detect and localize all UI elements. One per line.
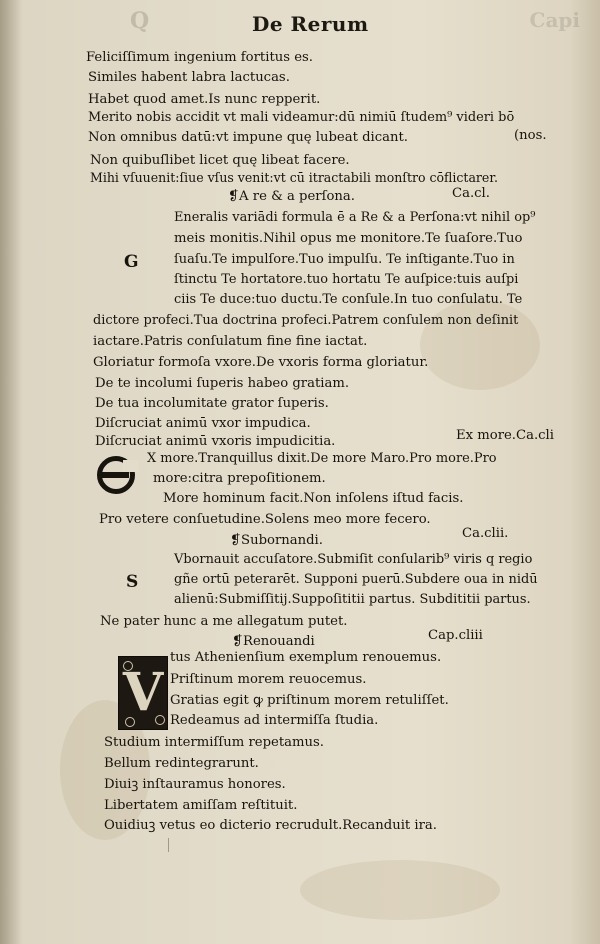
text-line: Bellum redintegrarunt. [104,756,259,771]
margin-note: (nos. [514,128,547,143]
text-line: Non omnibus datū:vt impune quę lubeat dicant. [88,130,408,145]
text-line: X more.Tranquillus dixit.De more Maro.Pro more.Pro [147,451,497,466]
text-line: Libertatem amiſſam reſtituit. [104,798,298,813]
text-line: Diſcruciat animū vxoris impudicitia. [95,434,336,449]
text-line: More hominum facit.Non inſolens iſtud facis. [163,491,464,506]
text-line: Eneralis variādi formula ē a Re & a Perſona:vt nihil op⁹ [174,210,536,225]
text-line: meis monitis.Nihil opus me monitore.Te ſuaſore.Tuo [174,231,523,246]
text-line: Pro vetere conſuetudine.Solens meo more fecero. [99,512,431,527]
text-line: ſtinctu Te hortatore.tuo hortatu Te auſpice:tuis auſpi [174,272,519,287]
initial-ornament [125,717,135,727]
text-line: dictore profeci.Tua doctrina profeci.Patrem conſulem non deſinit [93,313,519,328]
initial-ornament [155,715,165,725]
text-line: alienū:Submiſſitij.Suppoſititii partus. Subdititii partus. [174,592,531,607]
text-line: more:citra prepoſitionem. [153,471,326,486]
text-line: Ouidiuꝫ vetus eo dicterio recrudult.Recanduit ira. [104,818,437,833]
section-heading: ❡Subornandi. [230,533,323,548]
text-line: Mihi vſuuenit:ſiue vſus venit:vt cū itractabili monſtro cōflictarer. [90,171,498,186]
initial-e-bar [99,472,129,478]
text-line: Habet quod amet.Is nunc repperit. [88,92,321,107]
text-line: gñe ortū peterarēt. Supponi puerū.Subdere oua in nidū [174,572,538,587]
chapter-number: Cap.cliii [428,628,483,643]
text-line: iactare.Patris conſulatum fine fine iactat. [93,334,368,349]
text-line: ſuaſu.Te impulſore.Tuo impulſu. Te inſtigante.Tuo in [174,252,515,267]
section-heading: ❡A re & a perſona. [228,189,355,204]
initial-letter-e [95,454,139,498]
text-line: De tua incolumitate grator ſuperis. [95,396,329,411]
initial-guide-letter: G [124,252,139,272]
chapter-heading: Ex more.Ca.cli [456,428,554,443]
section-heading: ❡Renouandi [232,634,315,649]
text-line: Merito nobis accidit vt mali videamur:dū nimiū ſtudem⁹ videri bō [88,110,515,125]
initial-e-opening [123,460,139,472]
paper-stain [300,860,500,920]
text-line: Diuiꝫ inſtauramus honores. [104,777,286,792]
text-line: Studium intermiſſum repetamus. [104,735,324,750]
text-line: tus Athenienſium exemplum renouemus. [170,650,442,665]
text-line: Redeamus ad intermiſſa ſtudia. [170,713,379,728]
bleed-through-mark: Capi [529,8,580,32]
chapter-number: Ca.cl. [452,186,490,201]
signature-mark [168,838,174,852]
text-line: Gloriatur formoſa vxore.De vxoris forma gloriatur. [93,355,429,370]
initial-guide-letter: S [126,572,139,592]
text-line: Diſcruciat animū vxor impudica. [95,416,311,431]
initial-v-glyph: V [122,662,164,723]
initial-letter-v [118,656,168,730]
gutter-shadow [0,0,22,944]
bleed-through-mark: Q [130,8,151,34]
text-line: Priſtinum morem reuocemus. [170,672,367,687]
text-line: Non quibuſlibet licet quę libeat facere. [90,153,350,168]
running-head: De Rerum [252,12,369,36]
text-line: Vbornauit accuſatore.Submiſit conſularib⁹ viris q regio [174,552,533,567]
chapter-number: Ca.clii. [462,526,509,541]
text-line: ciis Te duce:tuo ductu.Te conſule.In tuo conſulatu. Te [174,292,523,307]
text-line: Gratias egit ꝙ priſtinum morem retuliſſet. [170,693,449,708]
text-line: Feliciſſimum ingenium fortitus es. [86,50,313,65]
text-line: Ne pater hunc a me allegatum putet. [100,614,348,629]
initial-ornament [123,661,133,671]
text-line: Similes habent labra lactucas. [88,70,290,85]
text-line: De te incolumi ſuperis habeo gratiam. [95,376,350,391]
